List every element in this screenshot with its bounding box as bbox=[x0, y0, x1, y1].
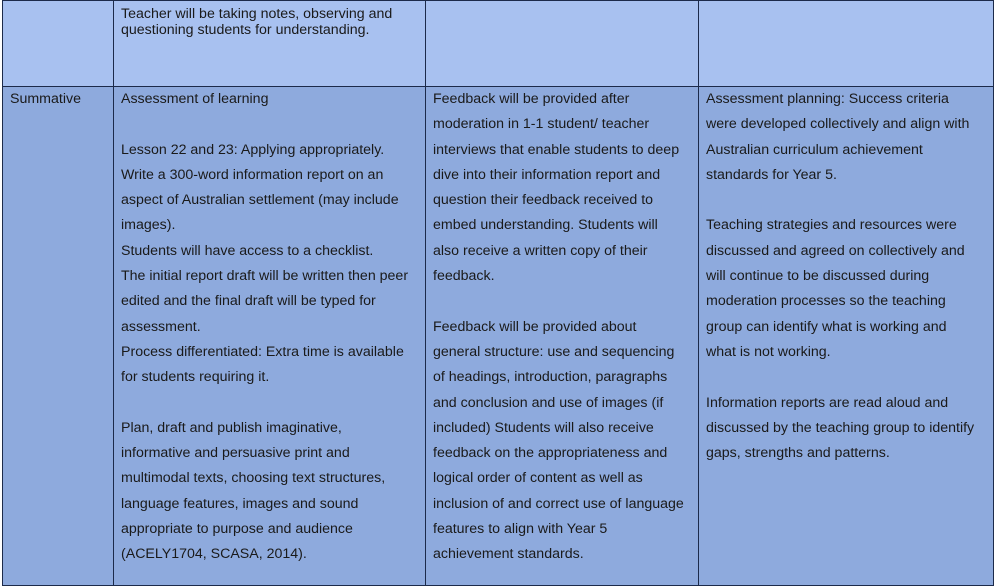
text-line: gaps, strengths and patterns. bbox=[706, 445, 890, 462]
text-line: assessment. bbox=[121, 318, 201, 335]
text-line: feedback on the appropriateness and bbox=[433, 445, 668, 462]
text-line: standards for Year 5. bbox=[706, 166, 837, 183]
text-line: appropriate to purpose and audience bbox=[121, 521, 353, 538]
text-line: what is not working. bbox=[706, 343, 831, 360]
text-line: Students will have access to a checklist. bbox=[121, 242, 374, 259]
text-line: achievement standards. bbox=[433, 546, 584, 563]
summative-label-cell bbox=[3, 87, 114, 586]
text-line: Feedback will be provided about bbox=[433, 318, 637, 335]
text-line: Feedback will be provided after bbox=[433, 91, 630, 107]
text-line: Assessment planning: Success criteria bbox=[706, 91, 949, 107]
text-line: Process differentiated: Extra time is available bbox=[121, 343, 404, 360]
top-cell-col1 bbox=[3, 1, 114, 87]
table-row-top bbox=[3, 1, 994, 87]
top-col4-text bbox=[699, 1, 993, 6]
assessment-of-learning-cell bbox=[114, 87, 426, 586]
text-line: were developed collectively and align with bbox=[706, 116, 970, 133]
assessment-planning-text bbox=[699, 87, 993, 466]
text-line: images). bbox=[121, 217, 176, 234]
feedback-text bbox=[426, 87, 698, 568]
top-col1-text bbox=[3, 1, 113, 6]
text-line: Assessment of learning bbox=[121, 91, 269, 107]
top-cell-col4 bbox=[699, 1, 994, 87]
top-cell-col3 bbox=[426, 1, 699, 87]
text-line: will continue to be discussed during bbox=[706, 268, 930, 285]
assessment-of-learning-text bbox=[114, 87, 425, 568]
text-line: moderation in 1-1 student/ teacher bbox=[433, 116, 650, 133]
blank-line bbox=[121, 112, 419, 137]
assessment-planning-cell bbox=[699, 87, 994, 586]
feedback-cell bbox=[426, 87, 699, 586]
blank-line bbox=[433, 289, 692, 314]
text-line: (ACELY1704, SCASA, 2014). bbox=[121, 546, 307, 563]
text-line: Teaching strategies and resources were bbox=[706, 217, 957, 234]
text-line: for students requiring it. bbox=[121, 369, 270, 386]
text-line: multimodal texts, choosing text structures, bbox=[121, 470, 386, 487]
text-line: of headings, introduction, paragraphs bbox=[433, 369, 668, 386]
top-col3-text bbox=[426, 1, 698, 6]
text-line: interviews that enable students to deep bbox=[433, 141, 680, 158]
blank-line bbox=[706, 188, 987, 213]
text-line: inclusion of and correct use of language bbox=[433, 495, 684, 512]
text-line: questioning students for understanding. bbox=[121, 22, 370, 38]
text-line: Teacher will be taking notes, observing and bbox=[121, 6, 393, 22]
blank-line bbox=[706, 365, 987, 390]
text-line: discussed and agreed on collectively and bbox=[706, 242, 965, 259]
text-line: edited and the final draft will be typed for bbox=[121, 293, 376, 310]
text-line: Plan, draft and publish imaginative, bbox=[121, 419, 342, 436]
text-line: and conclusion and use of images (if bbox=[433, 394, 664, 411]
text-line: Information reports are read aloud and bbox=[706, 394, 949, 411]
text-line: dive into their information report and bbox=[433, 166, 661, 183]
text-line: question their feedback received to bbox=[433, 192, 654, 209]
text-line: Write a 300-word information report on an bbox=[121, 166, 384, 183]
text-line: informative and persuasive print and bbox=[121, 445, 350, 462]
text-line: aspect of Australian settlement (may include bbox=[121, 192, 399, 209]
text-line: embed understanding. Students will bbox=[433, 217, 658, 234]
top-col2-text bbox=[114, 1, 425, 38]
text-line: also receive a written copy of their bbox=[433, 242, 648, 259]
text-line: feedback. bbox=[433, 268, 495, 285]
text-line: The initial report draft will be written then peer bbox=[121, 268, 409, 285]
text-line: language features, images and sound bbox=[121, 495, 359, 512]
text-line: group can identify what is working and bbox=[706, 318, 947, 335]
table-row-summative bbox=[3, 87, 994, 586]
text-line: moderation processes so the teaching bbox=[706, 293, 946, 310]
text-line: Lesson 22 and 23: Applying appropriately. bbox=[121, 141, 385, 158]
assessment-table bbox=[2, 0, 994, 586]
text-line: discussed by the teaching group to identify bbox=[706, 419, 975, 436]
summative-label: Summative bbox=[10, 91, 81, 107]
text-line: Australian curriculum achievement bbox=[706, 141, 923, 158]
blank-line bbox=[121, 391, 419, 416]
text-line: features to align with Year 5 bbox=[433, 521, 608, 538]
text-line: logical order of content as well as bbox=[433, 470, 643, 487]
text-line: included) Students will also receive bbox=[433, 419, 654, 436]
top-cell-col2 bbox=[114, 1, 426, 87]
text-line: general structure: use and sequencing bbox=[433, 343, 675, 360]
